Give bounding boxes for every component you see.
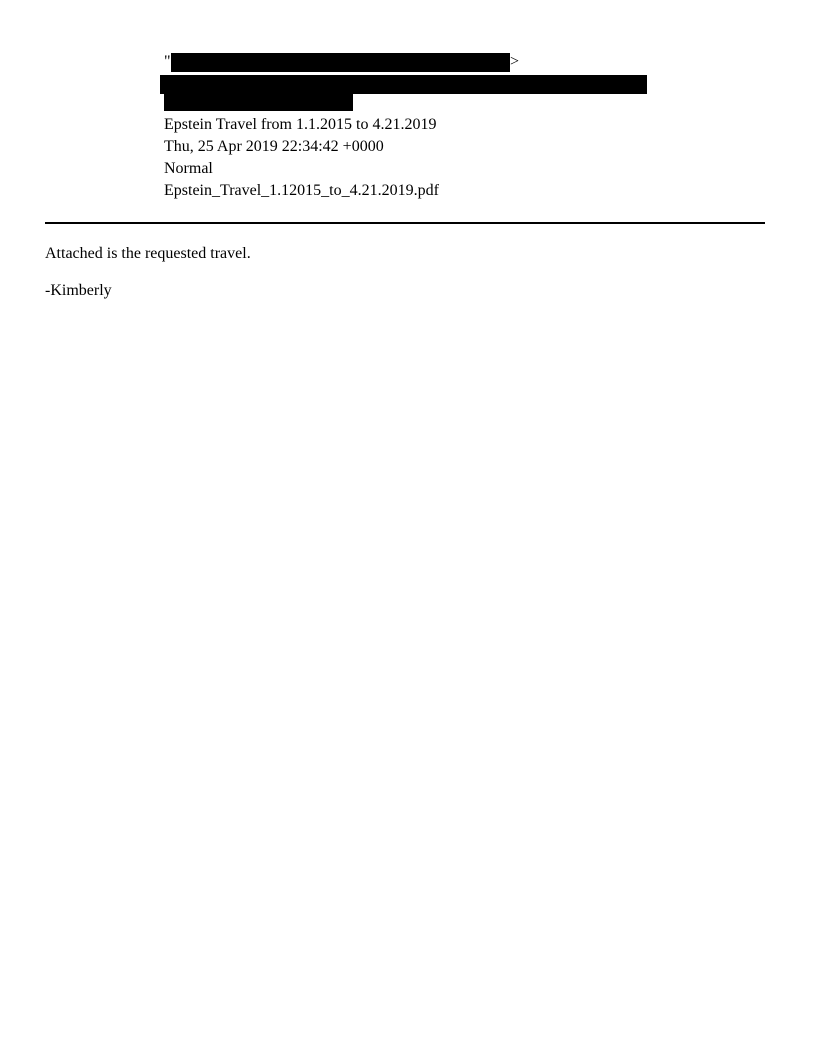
date-value: Thu, 25 Apr 2019 22:34:42 +0000 <box>164 138 384 155</box>
importance-value: Normal <box>164 160 213 177</box>
from-redaction-block <box>171 53 510 72</box>
attachment-filename[interactable]: Epstein_Travel_1.12015_to_4.21.2019.pdf <box>164 182 439 199</box>
from-close-bracket: > <box>510 53 520 70</box>
body-message: Attached is the requested travel. <box>45 245 251 262</box>
subject-value: Epstein Travel from 1.1.2015 to 4.21.2019 <box>164 116 437 133</box>
to-redaction-block <box>160 75 647 94</box>
to-redaction-block-continued <box>164 94 353 111</box>
body-signature: -Kimberly <box>45 282 112 299</box>
from-open-quote: " <box>164 53 171 70</box>
header-divider <box>45 222 765 224</box>
